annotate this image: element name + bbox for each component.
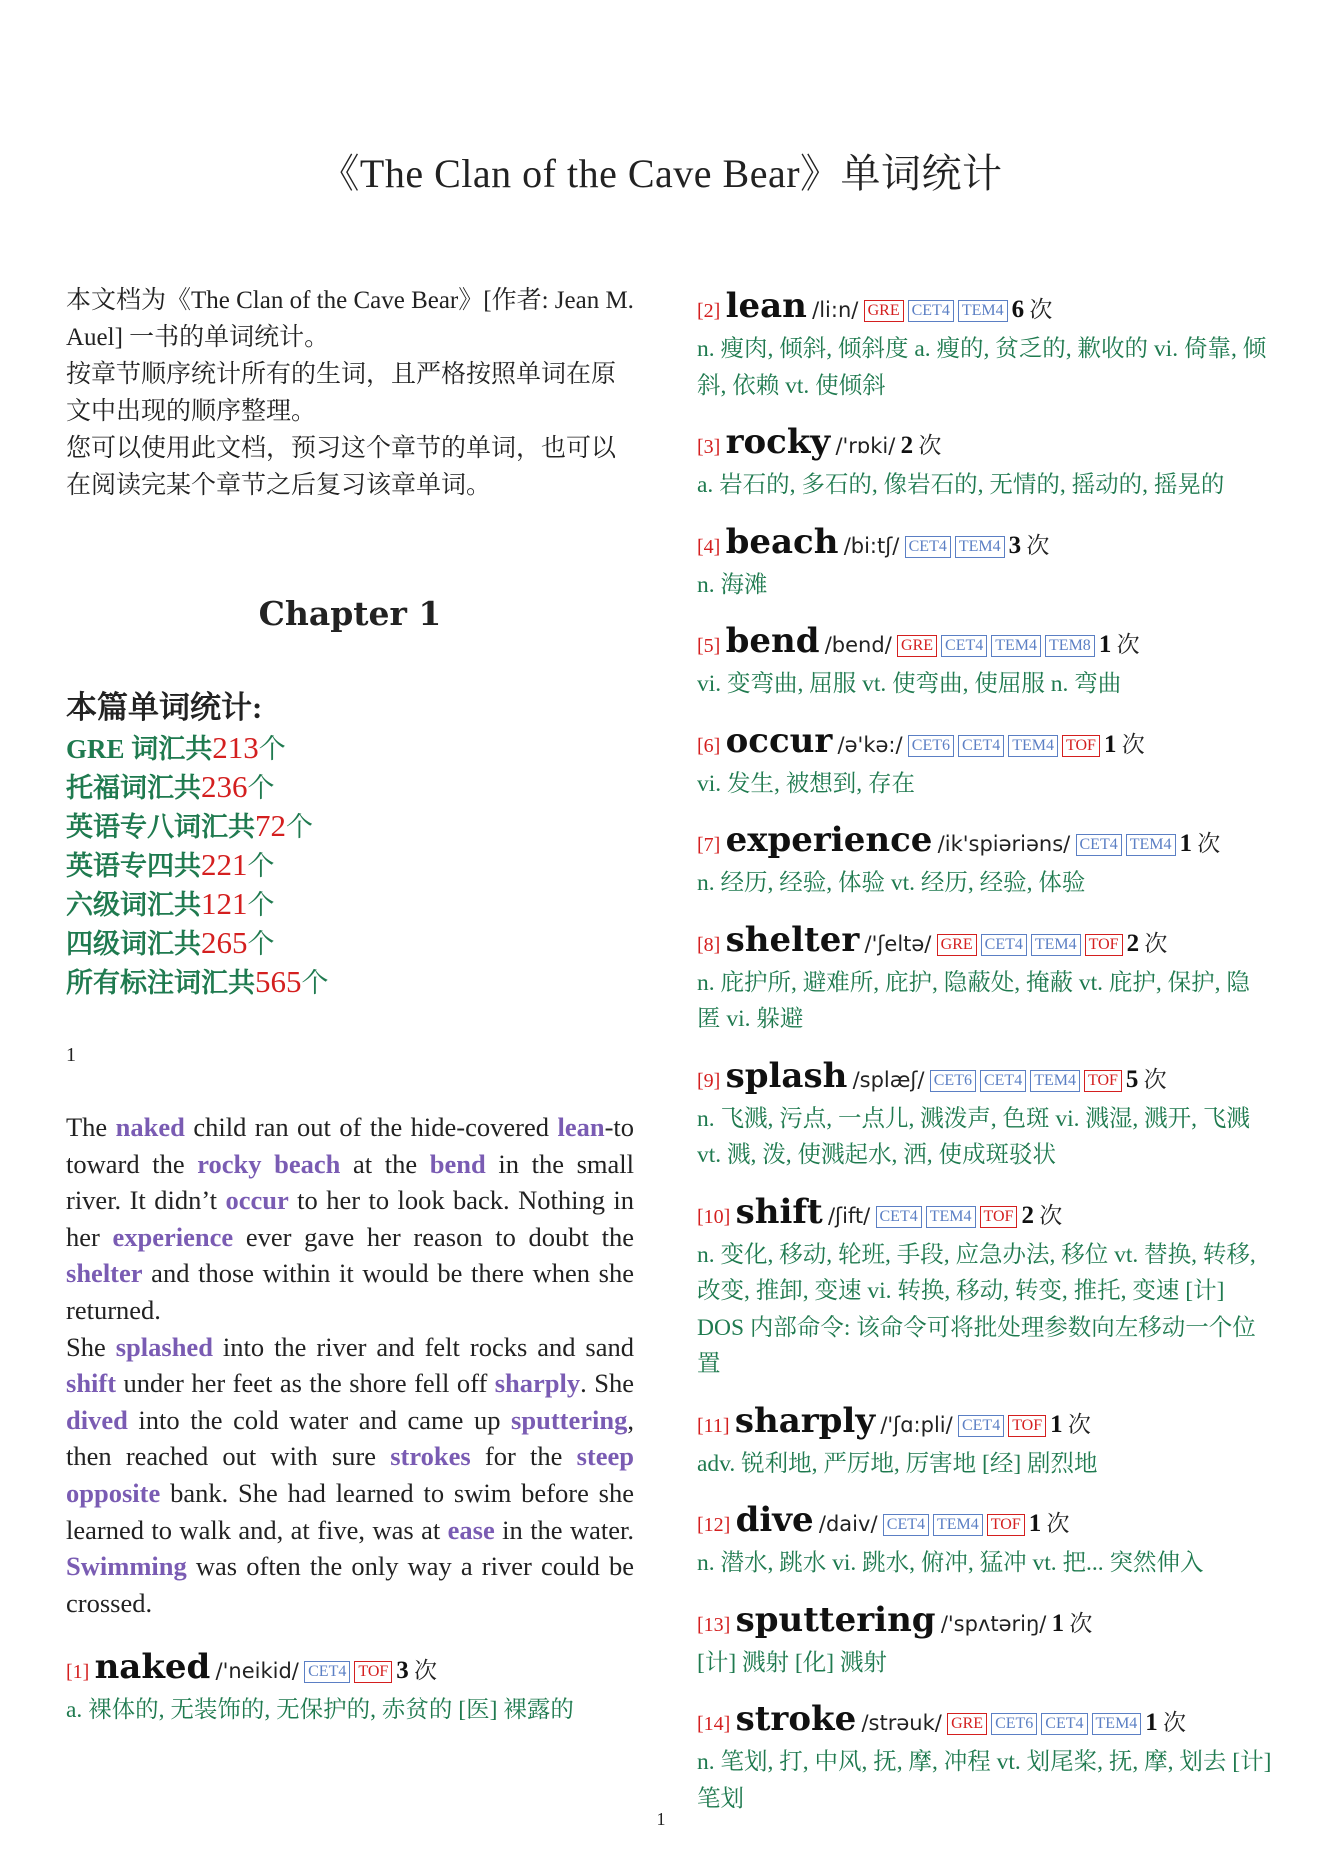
entry-index: [11] [697, 1414, 730, 1437]
entry-index: [6] [697, 734, 721, 757]
tag-gre: GRE [897, 635, 937, 657]
entry-index: [12] [697, 1514, 731, 1536]
passage-text-segment: , then reached out with sure [66, 1404, 634, 1472]
entry-definition: a. 岩石的, 多石的, 像岩石的, 无情的, 摇动的, 摇晃的 [697, 472, 1225, 498]
entry-phonetic: /ə'kə:/ [837, 732, 903, 757]
tag-cet4: CET4 [908, 300, 954, 322]
tag-cet4: CET4 [1041, 1713, 1087, 1735]
entry-index: [1] [66, 1661, 90, 1684]
stats-unit: 个 [247, 890, 275, 920]
highlighted-word: strokes [390, 1441, 471, 1472]
stats-count: 565 [255, 964, 302, 999]
entry-header [697, 920, 1272, 965]
vocab-entry [697, 1600, 1272, 1682]
entry-times: 次 [1163, 1710, 1187, 1735]
highlighted-word: naked [115, 1112, 185, 1142]
highlighted-word: occur [225, 1185, 289, 1216]
entry-definition: n. 庇护所, 避难所, 庇护, 隐蔽处, 掩蔽 vt. 庇护, 保护, 隐匿 vi. 躲避 [697, 969, 1250, 1032]
stats-label: 所有标注词汇共 [66, 968, 255, 998]
stats-unit: 个 [247, 851, 275, 881]
entry-index: [3] [697, 436, 721, 458]
entry-word: sputtering [735, 1599, 936, 1640]
highlighted-word: shelter [66, 1258, 143, 1289]
entry-definition: n. 瘦肉, 倾斜, 倾斜度 a. 瘦的, 贫乏的, 歉收的 vi. 倚靠, 倾斜, 依赖 vt. 使倾斜 [697, 336, 1267, 399]
entry-phonetic: /'ʃɑ:pli/ [880, 1412, 953, 1437]
passage-text-segment: in the small river. It didn’t [66, 1148, 635, 1216]
entry-phonetic: /'neikid/ [215, 1659, 299, 1684]
entry-index: [10] [697, 1205, 731, 1228]
entry-word: experience [725, 820, 933, 860]
stats-label: 六级词汇共 [66, 890, 201, 920]
entry-word: shift [735, 1191, 823, 1232]
tag-cet4: CET4 [981, 934, 1027, 956]
stats-row [66, 885, 634, 924]
chapter-heading: Chapter 1 [258, 594, 442, 633]
passage-text-segment [262, 1149, 275, 1179]
highlighted-word: steep [576, 1441, 634, 1472]
entry-index: [8] [697, 933, 721, 956]
highlighted-word: splashed [115, 1331, 213, 1362]
entry-times: 次 [1069, 1610, 1093, 1636]
entry-phonetic: /daiv/ [818, 1512, 878, 1536]
entry-header [697, 1056, 1272, 1101]
passage-text-segment: ever gave her reason to doubt the [233, 1221, 634, 1252]
entry-index: [4] [697, 535, 721, 558]
entry-index: [9] [697, 1069, 721, 1092]
tag-cet6: CET6 [908, 735, 954, 757]
passage-text-segment: child ran out of the hide-covered [184, 1112, 558, 1142]
tag-cet4: CET4 [905, 536, 951, 558]
entry-count: 2 [1126, 929, 1140, 957]
tag-tem4: TEM4 [958, 300, 1008, 322]
stats-count: 213 [212, 730, 259, 765]
stats-row [66, 846, 634, 885]
vocab-entry [697, 1699, 1272, 1817]
tag-gre: GRE [947, 1713, 987, 1735]
tag-cet4: CET4 [1076, 834, 1122, 856]
entry-word: lean [725, 286, 807, 326]
passage-text-segment: was often the only way a river could be crossed. [66, 1551, 634, 1618]
passage-text-segment: She [66, 1331, 116, 1362]
entry-definition: n. 海滩 [697, 571, 768, 598]
stats-unit: 个 [301, 968, 329, 998]
entry-phonetic: /li:n/ [812, 298, 859, 322]
entry-count: 1 [1051, 1609, 1065, 1637]
entry-count: 1 [1145, 1709, 1158, 1736]
entry-times: 次 [1046, 1511, 1070, 1536]
tag-cet4: CET4 [304, 1661, 350, 1683]
entry-header [697, 286, 1272, 331]
entry-times: 次 [1116, 632, 1140, 657]
stats-label: 四级词汇共 [66, 929, 201, 959]
stats-list [66, 729, 634, 1002]
highlighted-word: sputtering [511, 1404, 628, 1435]
passage-text-segment: into the cold water and came up [127, 1404, 512, 1435]
highlighted-word: ease [447, 1514, 495, 1545]
entry-phonetic: /'rɒki/ [835, 434, 896, 458]
entry-definition: n. 笔划, 打, 中风, 抚, 摩, 冲程 vt. 划尾桨, 抚, 摩, 划去 [计] 笔划 [697, 1749, 1272, 1812]
tag-tof: TOF [1008, 1415, 1046, 1437]
highlighted-word: rocky [197, 1148, 262, 1179]
passage-text-segment: The [66, 1112, 116, 1142]
tag-tem4: TEM4 [926, 1206, 976, 1228]
entry-word: splash [725, 1055, 848, 1096]
passage-text-segment: into the river and felt rocks and sand [212, 1331, 635, 1362]
tag-tof: TOF [1085, 934, 1123, 956]
stats-unit: 个 [286, 812, 313, 842]
entry-times: 次 [1143, 1066, 1167, 1092]
entry-times: 次 [1197, 831, 1221, 856]
left-column [66, 282, 634, 1747]
entry-definition: a. 裸体的, 无装饰的, 无保护的, 赤贫的 [医] 裸露的 [66, 1697, 574, 1724]
passage-text-segment: -to toward the [66, 1112, 635, 1179]
right-column [697, 286, 1272, 1835]
intro-line: 按章节顺序统计所有的生词，且严格按照单词在原文中出现的顺序整理。 [66, 361, 617, 425]
highlighted-word: opposite [66, 1477, 161, 1508]
entry-times: 次 [918, 433, 942, 458]
highlighted-word: shift [66, 1368, 117, 1399]
entry-index: [2] [697, 300, 721, 322]
stats-label: GRE 词汇共 [66, 734, 213, 764]
vocab-entry [697, 1056, 1272, 1174]
entry-definition: n. 变化, 移动, 轮班, 手段, 应急办法, 移位 vt. 替换, 转移, 改变, 推卸, 变速 vi. 转换, 移动, 转变, 推托, 变速 [计] DOS 内部命令: 该命令可将批处理参数向左移动一个位置 [697, 1241, 1256, 1377]
page-number: 1 [656, 1809, 666, 1829]
tag-tof: TOF [980, 1206, 1018, 1228]
highlighted-word: dived [66, 1404, 128, 1435]
stats-row [66, 807, 634, 846]
vocab-entry [697, 621, 1272, 703]
passage-text-segment: under her feet as the shore fell off [116, 1368, 495, 1399]
intro-line: 您可以使用此文档，预习这个章节的单词，也可以在阅读完某个章节之后复习该章单词。 [66, 435, 617, 499]
tag-cet4: CET4 [980, 1070, 1026, 1092]
entry-header [697, 820, 1272, 865]
entry-count: 3 [396, 1657, 409, 1685]
entry-times: 次 [1039, 1202, 1063, 1228]
tag-cet4: CET4 [941, 635, 987, 657]
tag-cet6: CET6 [991, 1713, 1037, 1735]
tag-tem4: TEM4 [955, 536, 1005, 558]
entry-header [697, 621, 1272, 666]
tag-cet6: CET6 [930, 1070, 976, 1092]
entry-count: 3 [1008, 531, 1022, 559]
entry-header [66, 1647, 634, 1692]
passage-text-segment: and those within it would be there when she returned. [66, 1258, 634, 1325]
entry-times: 次 [1067, 1411, 1091, 1437]
stats-count: 121 [201, 886, 248, 921]
tag-tem4: TEM4 [1008, 735, 1058, 757]
entry-times: 次 [1026, 532, 1050, 558]
tag-cet4: CET4 [958, 1415, 1004, 1437]
stats-row [66, 924, 634, 963]
tag-cet4: CET4 [958, 735, 1004, 757]
vocab-entry [697, 286, 1272, 404]
stats-row [66, 768, 634, 807]
entry-count: 1 [1103, 730, 1117, 758]
entry-definition: n. 飞溅, 污点, 一点儿, 溅泼声, 色斑 vi. 溅湿, 溅开, 飞溅 vt. 溅, 泼, 使溅起水, 洒, 使成斑驳状 [697, 1105, 1250, 1168]
vocab-entry [697, 820, 1272, 902]
entry-definition: adv. 锐利地, 严厉地, 厉害地 [经] 剧烈地 [697, 1450, 1098, 1477]
vocab-entry [697, 1192, 1272, 1383]
entry-phonetic: /'ʃeltə/ [864, 931, 932, 956]
vocab-entry [697, 721, 1272, 803]
entry-phonetic: /bend/ [824, 633, 892, 657]
stats-count: 236 [201, 769, 248, 804]
entry-word: stroke [735, 1699, 857, 1739]
entry-phonetic: /splæʃ/ [852, 1067, 925, 1092]
tag-tem4: TEM4 [1092, 1713, 1142, 1735]
highlighted-word: Swimming [66, 1551, 187, 1582]
vocab-entry [66, 1647, 634, 1729]
tag-tem4: TEM4 [991, 635, 1041, 657]
entry-index: [7] [697, 834, 721, 856]
entry-phonetic: /ʃift/ [827, 1203, 871, 1228]
entry-definition: [计] 溅射 [化] 溅射 [697, 1649, 887, 1676]
stats-count: 265 [201, 925, 248, 960]
entry-count: 1 [1179, 830, 1192, 857]
entry-count: 1 [1028, 1510, 1042, 1537]
tag-tem4: TEM4 [933, 1514, 983, 1536]
entry-definition: vi. 发生, 被想到, 存在 [697, 770, 916, 797]
entry-word: naked [94, 1647, 211, 1688]
entry-index: [13] [697, 1613, 731, 1636]
stats-row [66, 963, 634, 1002]
entry-count: 2 [900, 432, 914, 459]
passage-text-segment: bank. She had learned to swim before she learned to walk and, at five, was at [66, 1477, 634, 1545]
stats-label: 英语专八词汇共 [66, 812, 255, 842]
stats-row [66, 729, 634, 768]
entry-header [697, 422, 1272, 467]
left-entries [66, 1647, 634, 1729]
tag-tof: TOF [1062, 735, 1100, 757]
entry-header [697, 1401, 1272, 1446]
entry-count: 6 [1011, 296, 1025, 323]
entry-times: 次 [1144, 930, 1168, 956]
entry-phonetic: /'spʌtəriŋ/ [940, 1611, 1047, 1636]
stats-unit: 个 [247, 773, 275, 803]
entry-header [697, 1600, 1272, 1645]
highlighted-word: beach [274, 1148, 341, 1179]
stats-count: 72 [255, 808, 286, 843]
vocab-entry [697, 522, 1272, 604]
entry-definition: n. 潜水, 跳水 vi. 跳水, 俯冲, 猛冲 vt. 把... 突然伸入 [697, 1550, 1204, 1576]
stats-count: 221 [201, 847, 248, 882]
passage-text-segment: to her to look back. Nothing in her [66, 1185, 634, 1252]
entry-word: sharply [734, 1400, 876, 1441]
stats-label: 英语专四共 [66, 851, 201, 881]
entry-count: 1 [1050, 1410, 1063, 1438]
entry-word: occur [725, 720, 833, 761]
highlighted-word: experience [112, 1221, 234, 1252]
entry-definition: n. 经历, 经验, 体验 vt. 经历, 经验, 体验 [697, 870, 1086, 896]
entry-times: 次 [1029, 297, 1053, 322]
passage-text-segment: for the [470, 1441, 577, 1472]
entry-times: 次 [1121, 731, 1145, 757]
entry-definition: vi. 变弯曲, 屈服 vt. 使弯曲, 使屈服 n. 弯曲 [697, 671, 1122, 697]
paragraph-number: 1 [66, 1044, 76, 1066]
intro-line: 本文档为《The Clan of the Cave Bear》[作者: Jean M. Auel] 一书的单词统计。 [66, 287, 634, 351]
vocab-entry [697, 1500, 1272, 1582]
entry-phonetic: /ik'spiəriəns/ [937, 832, 1071, 856]
tag-tof: TOF [354, 1661, 392, 1683]
entry-index: [14] [697, 1713, 731, 1735]
entry-header [697, 721, 1272, 766]
stats-unit: 个 [247, 929, 275, 959]
passage-text-segment: . She [580, 1368, 634, 1399]
entry-header [697, 1699, 1272, 1744]
tag-tem8: TEM8 [1045, 635, 1095, 657]
entry-phonetic: /bi:tʃ/ [843, 533, 900, 558]
entry-word: rocky [725, 422, 831, 462]
passage-text [66, 1109, 634, 1621]
stats-unit: 个 [258, 734, 286, 764]
entry-header [697, 1500, 1272, 1545]
intro [66, 282, 634, 504]
stats-heading: 本篇单词统计: [66, 690, 263, 725]
vocab-entry [697, 422, 1272, 504]
highlighted-word: bend [429, 1148, 486, 1179]
entry-times: 次 [414, 1658, 438, 1684]
entry-count: 2 [1021, 1201, 1034, 1229]
entry-word: beach [725, 521, 839, 562]
highlighted-word: lean [557, 1112, 605, 1142]
passage-text-segment: in the water. [494, 1514, 634, 1545]
tag-tof: TOF [1084, 1070, 1122, 1092]
entry-phonetic: /strəuk/ [861, 1711, 942, 1735]
entry-word: shelter [725, 919, 860, 960]
stats-label: 托福词汇共 [66, 773, 201, 803]
tag-cet4: CET4 [876, 1206, 922, 1228]
document-title: 《The Clan of the Cave Bear》单词统计 [319, 151, 1003, 196]
entry-index: [5] [697, 635, 721, 657]
tag-gre: GRE [864, 300, 904, 322]
tag-tem4: TEM4 [1126, 834, 1176, 856]
tag-tem4: TEM4 [1030, 1070, 1080, 1092]
entry-header [697, 522, 1272, 567]
tag-tem4: TEM4 [1031, 934, 1081, 956]
tag-tof: TOF [987, 1514, 1025, 1536]
entry-count: 1 [1098, 631, 1112, 658]
entry-word: bend [725, 621, 820, 661]
entry-word: dive [735, 1500, 814, 1540]
entry-count: 5 [1125, 1065, 1139, 1093]
passage-text-segment: at the [340, 1148, 430, 1179]
vocab-entry [697, 1401, 1272, 1483]
highlighted-word: sharply [494, 1368, 581, 1399]
entry-header [697, 1192, 1272, 1237]
tag-cet4: CET4 [883, 1514, 929, 1536]
vocab-entry [697, 920, 1272, 1038]
tag-gre: GRE [937, 934, 977, 956]
